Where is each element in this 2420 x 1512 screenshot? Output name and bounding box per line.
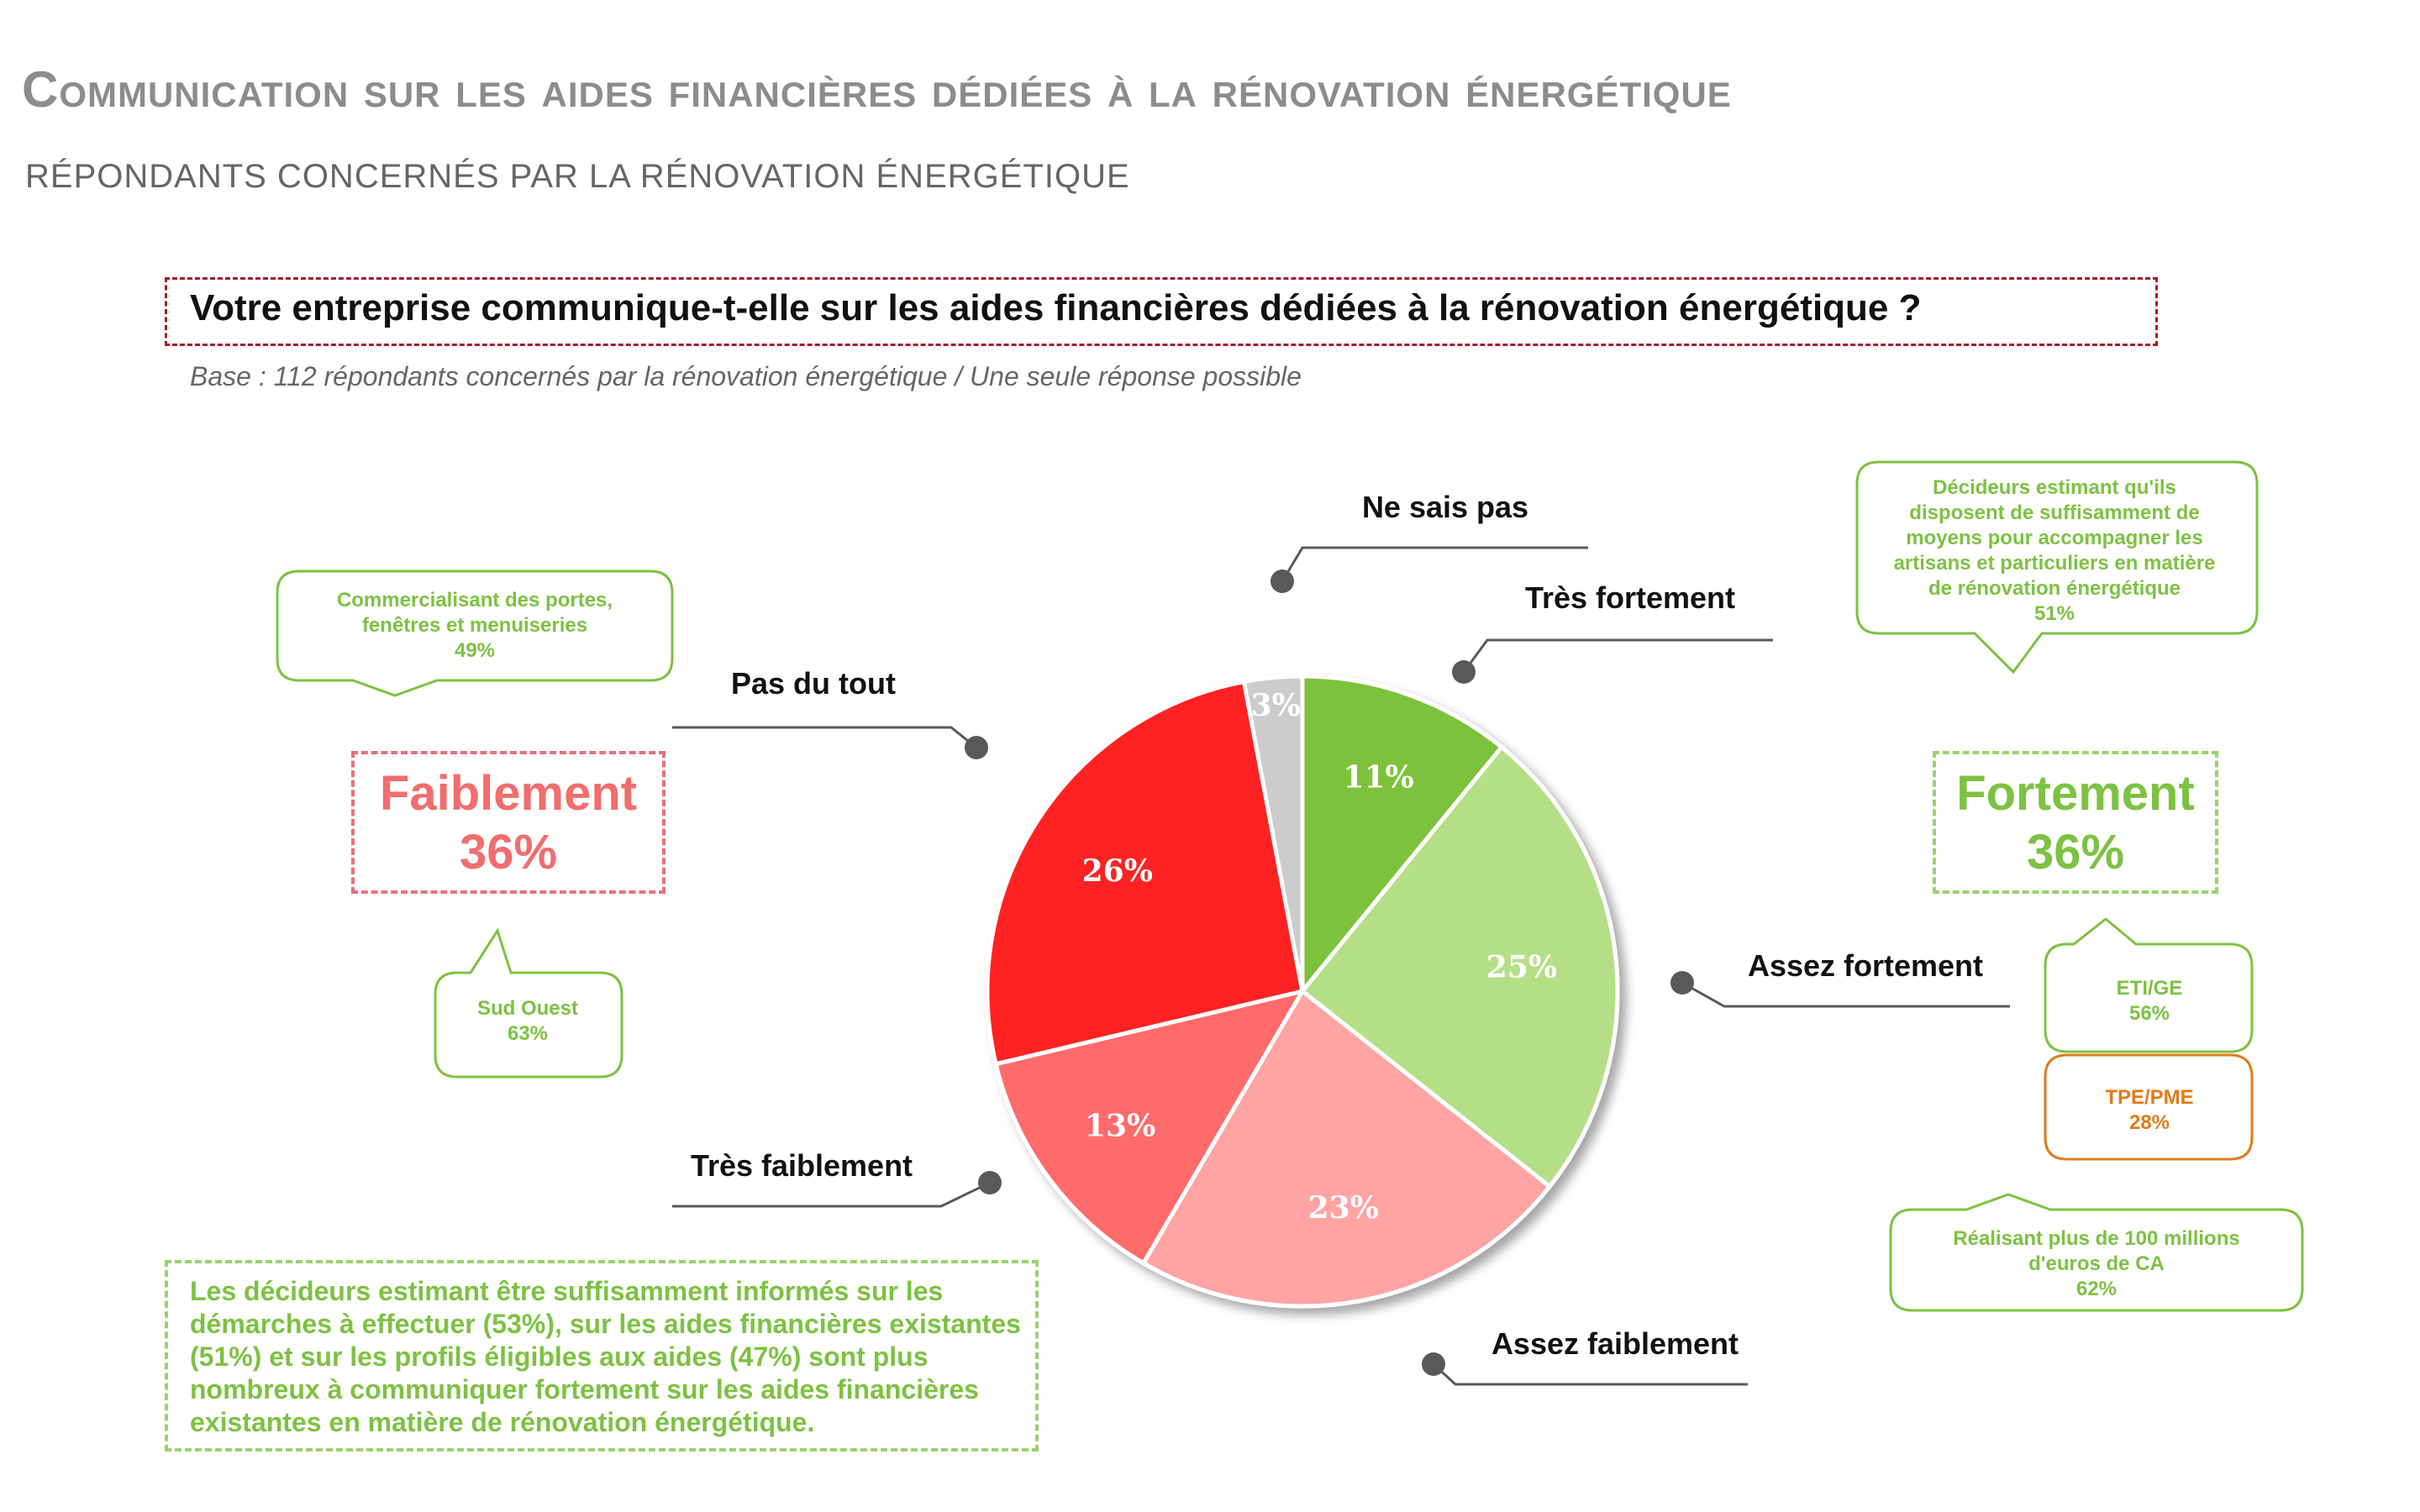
callout-ca-value: 62% (2075, 1278, 2118, 1300)
callout-sud-ouest-value: 63% (507, 1022, 549, 1045)
leader-line-tres-fortement (1464, 640, 1773, 672)
leader-dot-ne-sais-pas (1270, 570, 1294, 593)
leader-line-pas-du-tout (672, 727, 976, 748)
callout-tpe-line: TPE/PME (2105, 1086, 2194, 1109)
leader-line-assez-faiblement (1434, 1364, 1748, 1384)
fortement-box (1933, 751, 2218, 894)
callout-portes-line: fenêtres et menuiseries (361, 614, 588, 637)
callout-portes-value: 49% (454, 639, 496, 662)
leader-line-assez-fortement (1682, 983, 2010, 1006)
category-label-tres-faiblement: Très faiblement (690, 1148, 913, 1183)
category-label-assez-fortement: Assez fortement (1747, 948, 1984, 983)
leader-line-tres-faiblement (672, 1183, 990, 1206)
faiblement-value: 36% (459, 825, 558, 879)
leader-dot-assez-fortement (1670, 971, 1694, 995)
leader-dot-tres-fortement (1452, 660, 1476, 684)
leader-dot-assez-faiblement (1422, 1352, 1445, 1376)
callout-sud-ouest-line: Sud Ouest (476, 997, 578, 1020)
pie-value-label-assez-faiblement: 23% (1307, 1189, 1379, 1226)
base-note: Base : 112 répondants concernés par la rénovation énergétique / Une seule réponse possible (190, 361, 1302, 391)
faiblement-label: Faiblement (379, 766, 638, 821)
callout-decideurs-line: artisans et particuliers en matière (1893, 552, 2216, 575)
callout-portes (277, 588, 672, 664)
pie-value-label-ne-sais-pas: 3% (1250, 688, 1301, 724)
pie-value-label-tres-faiblement: 13% (1084, 1108, 1156, 1144)
callout-ca (1891, 1226, 2302, 1302)
callout-decideurs (1857, 475, 2252, 627)
category-label-ne-sais-pas: Ne sais pas (1361, 490, 1529, 524)
callout-decideurs-line: Décideurs estimant qu'ils (1933, 476, 2176, 499)
callout-decideurs-line: moyens pour accompagner les (1906, 527, 2203, 549)
category-label-pas-du-tout: Pas du tout (731, 666, 896, 701)
category-label-tres-fortement: Très fortement (1524, 580, 1736, 615)
pie-value-label-pas-du-tout: 26% (1081, 853, 1153, 890)
callout-decideurs-line: de rénovation énergétique (1928, 577, 2181, 600)
fortement-label: Fortement (1956, 766, 2195, 821)
callout-ca-line: d'euros de CA (2028, 1252, 2165, 1275)
leader-line-ne-sais-pas (1282, 548, 1588, 581)
question-text: Votre entreprise communique-t-elle sur les aides financières dédiées à la rénovation énergétique ? (190, 287, 1922, 328)
fortement-value: 36% (2026, 825, 2125, 879)
callout-eti-value: 56% (2128, 1002, 2170, 1025)
category-label-assez-faiblement: Assez faiblement (1491, 1326, 1739, 1361)
callout-portes-line: Commercialisant des portes, (336, 589, 613, 612)
leader-dot-pas-du-tout (965, 736, 988, 759)
callout-sud-ouest (435, 996, 620, 1047)
callout-eti-line: ETI/GE (2116, 977, 2183, 1000)
page-subtitle: RÉPONDANTS CONCERNÉS PAR LA RÉNOVATION ÉNERGÉTIQUE (25, 158, 1130, 195)
callout-tpe (2049, 1085, 2250, 1136)
pie-value-label-tres-fortement: 11% (1343, 759, 1414, 795)
faiblement-box (351, 751, 666, 894)
pie-value-label-assez-fortement: 25% (1486, 949, 1558, 985)
callout-decideurs-value: 51% (2033, 602, 2075, 625)
note-text: Les décideurs estimant être suffisamment informés sur les démarches à effectuer (53%), sur les aides financières existantes (51%) et sur les profils éligibles aux aides (47%) sont plus nombreux à communiquer fortement sur les aides financières existantes en matière de rénovation énergétique. (190, 1276, 1021, 1437)
callout-ca-line: Réalisant plus de 100 millions (1953, 1227, 2240, 1250)
callout-decideurs-line: disposent de suffisamment de (1909, 501, 2200, 524)
callout-tpe-value: 28% (2128, 1111, 2170, 1134)
callout-eti (2049, 976, 2250, 1026)
leader-dot-tres-faiblement (978, 1171, 1002, 1194)
page-title: Communication sur les aides financières dédiées à la rénovation énergétique (22, 61, 1732, 118)
